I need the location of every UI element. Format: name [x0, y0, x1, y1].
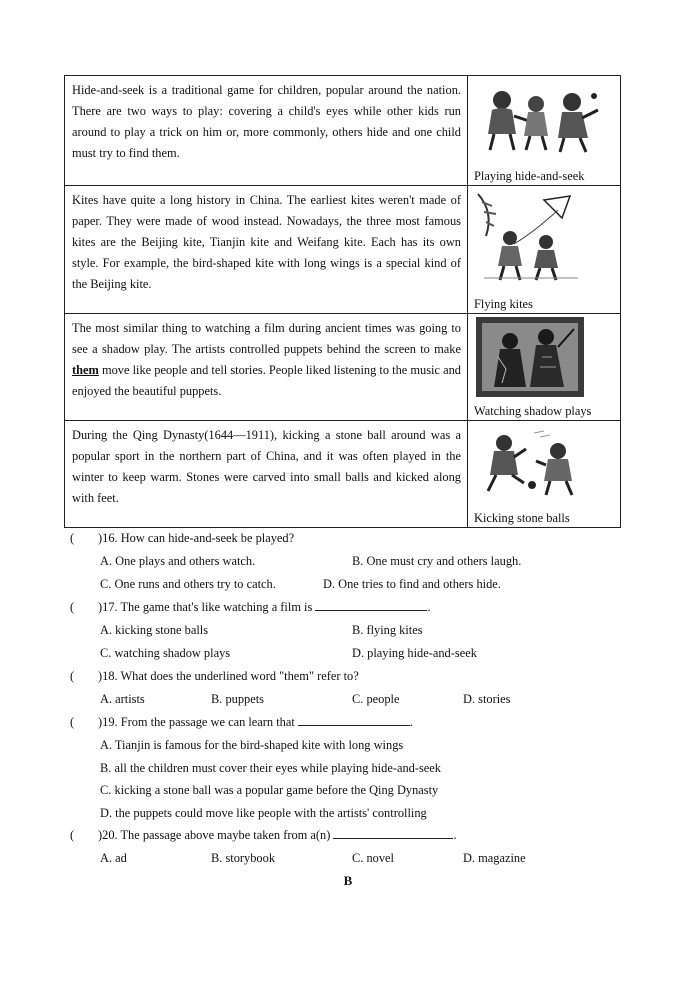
answer-paren[interactable]: ( — [70, 828, 75, 842]
option-d: D. magazine — [463, 851, 526, 865]
option-d: D. stories — [463, 692, 511, 706]
illustration-caption: Watching shadow plays — [474, 404, 592, 418]
flying-kites-illustration — [474, 192, 584, 282]
question-stem: )20. The passage above maybe taken from a(n) — [98, 828, 331, 842]
passage-text: Hide-and-seek is a traditional game for children, popular around the nation. There are two ways to play: covering a child's eyes while other kids run around to play a trick on him or, more commonly, others hide and one child must try to find them. — [65, 76, 468, 185]
illustration-caption: Playing hide-and-seek — [474, 169, 585, 183]
option-row — [70, 642, 630, 665]
illustration-cell — [468, 421, 620, 527]
option-row — [70, 619, 630, 642]
option-b: B. all the children must cover their eyes while playing hide-and-seek — [100, 760, 441, 775]
illustration-cell — [468, 186, 620, 313]
option-b: B. storybook — [211, 851, 276, 865]
passage-text-part: move like people and tell stories. People liked listening to the music and enjoyed the beautiful puppets. — [72, 363, 461, 398]
option-a: A. One plays and others watch. — [100, 554, 256, 568]
table-row — [65, 76, 620, 186]
hide-and-seek-illustration — [474, 82, 604, 154]
passage-text: During the Qing Dynasty(1644—1911), kicking a stone ball around was a popular sport in the northern part of China, and it was often played in the winter to keep warm. Stones were carved into small balls and kicked along with feet. — [65, 421, 468, 527]
option-b: B. flying kites — [352, 623, 423, 637]
answer-blank — [333, 824, 453, 839]
questions — [70, 527, 630, 870]
question-end: . — [453, 828, 457, 842]
option-row — [70, 688, 630, 711]
option-c: C. watching shadow plays — [100, 646, 231, 660]
option-a: A. kicking stone balls — [100, 623, 209, 637]
question-stem: )18. What does the underlined word "them" refer to? — [98, 669, 359, 683]
question-stem: )19. From the passage we can learn that — [98, 715, 295, 729]
option-row — [70, 573, 630, 596]
option-b: B. One must cry and others laugh. — [352, 554, 522, 568]
option-a: A. artists — [100, 692, 145, 706]
question-20 — [70, 824, 630, 847]
question-end: . — [427, 600, 431, 614]
passage-text-part: The most similar thing to watching a film during ancient times was going to see a shadow play. The artists controlled puppets behind the screen to make — [72, 321, 461, 356]
table-row — [65, 314, 620, 421]
question-end: . — [409, 715, 414, 729]
shadow-play-illustration — [476, 317, 584, 397]
option-c: C. kicking a stone ball was a popular game before the Qing Dynasty — [100, 783, 439, 797]
option-row — [70, 847, 630, 870]
illustration-cell — [468, 76, 620, 185]
question-18 — [70, 665, 630, 688]
question-16 — [70, 527, 630, 550]
answer-paren[interactable]: ( — [70, 669, 75, 683]
passage-text: Kites have quite a long history in China. The earliest kites weren't made of paper. They were made of wood instead. Nowadays, the three most famous kites are the Beijing kite, Tianjin kite and Weifang kite. Each has its own style. For example, the bird-shaped kite with long wings is a special kind of the Beijing kite. — [65, 186, 468, 313]
answer-paren[interactable]: ( — [70, 600, 75, 614]
option-a: A. ad — [100, 851, 127, 865]
question-17 — [70, 596, 630, 619]
option-c: C. people — [352, 692, 400, 706]
question-stem: )17. The game that's like watching a film is — [98, 600, 313, 614]
option-c: C. novel — [352, 851, 394, 865]
option-b: B. puppets — [211, 692, 265, 706]
question-19 — [70, 711, 630, 734]
kicking-stone-balls-illustration — [474, 427, 584, 499]
table-row — [65, 421, 620, 527]
option-row — [70, 550, 630, 573]
option-d: D. One tries to find and others hide. — [323, 577, 501, 591]
option-c: C. One runs and others try to catch. — [100, 577, 276, 591]
underlined-word: them — [72, 363, 99, 377]
passage-text — [65, 314, 468, 420]
option-d: D. the puppets could move like people with the artists' controlling — [100, 805, 427, 820]
section-label: B — [343, 873, 353, 888]
illustration-caption: Flying kites — [474, 297, 533, 311]
question-stem: )16. How can hide-and-seek be played? — [98, 531, 295, 545]
table-row — [65, 186, 620, 314]
option-d: D. playing hide-and-seek — [352, 646, 477, 660]
answer-blank — [298, 711, 410, 726]
answer-paren[interactable]: ( — [70, 531, 75, 545]
illustration-cell — [468, 314, 620, 420]
answer-paren[interactable]: ( — [70, 715, 75, 729]
answer-blank — [315, 596, 427, 611]
illustration-caption: Kicking stone balls — [474, 511, 570, 525]
option-a: A. Tianjin is famous for the bird-shaped kite with long wings — [100, 738, 404, 752]
passage-table — [64, 75, 621, 528]
